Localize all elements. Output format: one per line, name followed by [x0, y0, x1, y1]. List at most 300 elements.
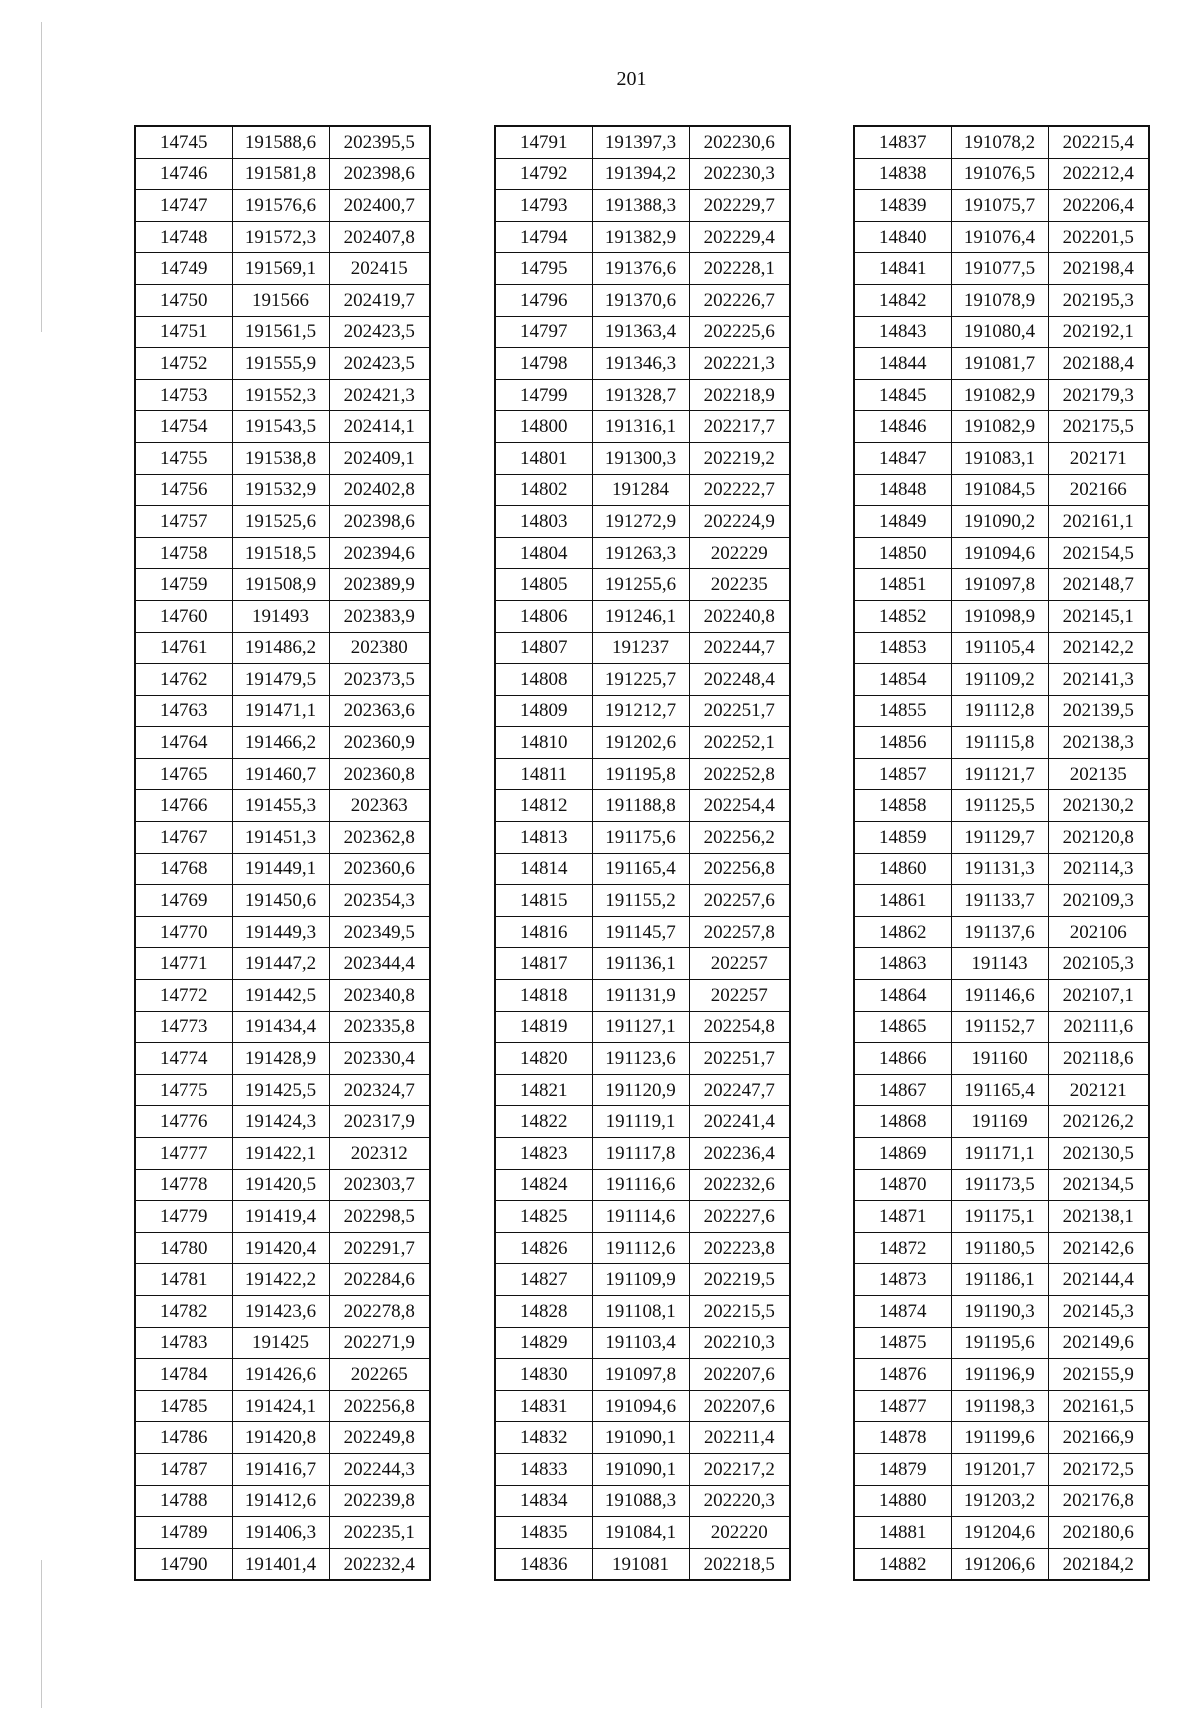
table-row — [854, 190, 1149, 222]
y-coordinate-cell: 202230,6 — [689, 126, 790, 158]
x-coordinate-cell: 191077,5 — [951, 253, 1048, 285]
x-coordinate-cell: 191090,1 — [592, 1422, 689, 1454]
x-coordinate-cell: 191143 — [951, 948, 1048, 980]
y-coordinate-cell: 202105,3 — [1048, 948, 1149, 980]
x-coordinate-cell: 191401,4 — [232, 1548, 329, 1580]
point-number-cell: 14813 — [495, 822, 592, 854]
y-coordinate-cell: 202195,3 — [1048, 284, 1149, 316]
y-coordinate-cell: 202232,6 — [689, 1169, 790, 1201]
x-coordinate-cell: 191363,4 — [592, 316, 689, 348]
table-row — [854, 664, 1149, 696]
x-coordinate-cell: 191450,6 — [232, 885, 329, 917]
point-number-cell: 14805 — [495, 569, 592, 601]
point-number-cell: 14768 — [135, 853, 232, 885]
y-coordinate-cell: 202257,8 — [689, 916, 790, 948]
x-coordinate-cell: 191225,7 — [592, 664, 689, 696]
point-number-cell: 14853 — [854, 632, 951, 664]
x-coordinate-cell: 191328,7 — [592, 379, 689, 411]
y-coordinate-cell: 202383,9 — [329, 600, 430, 632]
point-number-cell: 14846 — [854, 411, 951, 443]
y-coordinate-cell: 202155,9 — [1048, 1359, 1149, 1391]
x-coordinate-cell: 191171,1 — [951, 1138, 1048, 1170]
y-coordinate-cell: 202252,1 — [689, 727, 790, 759]
y-coordinate-cell: 202180,6 — [1048, 1517, 1149, 1549]
table-row — [854, 758, 1149, 790]
table-row — [495, 1201, 790, 1233]
table-row — [495, 316, 790, 348]
y-coordinate-cell: 202220,3 — [689, 1485, 790, 1517]
table-row — [135, 1548, 430, 1580]
table-row — [854, 506, 1149, 538]
table-row — [495, 1422, 790, 1454]
point-number-cell: 14785 — [135, 1390, 232, 1422]
y-coordinate-cell: 202171 — [1048, 442, 1149, 474]
table-row — [495, 664, 790, 696]
y-coordinate-cell: 202251,7 — [689, 1043, 790, 1075]
x-coordinate-cell: 191131,3 — [951, 853, 1048, 885]
x-coordinate-cell: 191088,3 — [592, 1485, 689, 1517]
x-coordinate-cell: 191195,8 — [592, 758, 689, 790]
table-row — [854, 284, 1149, 316]
y-coordinate-cell: 202415 — [329, 253, 430, 285]
point-number-cell: 14774 — [135, 1043, 232, 1075]
y-coordinate-cell: 202354,3 — [329, 885, 430, 917]
point-number-cell: 14770 — [135, 916, 232, 948]
x-coordinate-cell: 191076,4 — [951, 221, 1048, 253]
x-coordinate-cell: 191115,8 — [951, 727, 1048, 759]
table-row — [854, 885, 1149, 917]
x-coordinate-cell: 191116,6 — [592, 1169, 689, 1201]
point-number-cell: 14821 — [495, 1074, 592, 1106]
point-number-cell: 14775 — [135, 1074, 232, 1106]
x-coordinate-cell: 191131,9 — [592, 980, 689, 1012]
point-number-cell: 14836 — [495, 1548, 592, 1580]
table-row — [495, 442, 790, 474]
table-row — [135, 1264, 430, 1296]
point-number-cell: 14822 — [495, 1106, 592, 1138]
y-coordinate-cell: 202120,8 — [1048, 822, 1149, 854]
y-coordinate-cell: 202188,4 — [1048, 348, 1149, 380]
point-number-cell: 14769 — [135, 885, 232, 917]
x-coordinate-cell: 191370,6 — [592, 284, 689, 316]
y-coordinate-cell: 202373,5 — [329, 664, 430, 696]
x-coordinate-cell: 191078,2 — [951, 126, 1048, 158]
x-coordinate-cell: 191382,9 — [592, 221, 689, 253]
x-coordinate-cell: 191316,1 — [592, 411, 689, 443]
table-row — [135, 569, 430, 601]
point-number-cell: 14835 — [495, 1517, 592, 1549]
y-coordinate-cell: 202402,8 — [329, 474, 430, 506]
table-row — [854, 1201, 1149, 1233]
x-coordinate-cell: 191084,5 — [951, 474, 1048, 506]
y-coordinate-cell: 202111,6 — [1048, 1011, 1149, 1043]
table-row — [135, 948, 430, 980]
point-number-cell: 14845 — [854, 379, 951, 411]
table-row — [135, 411, 430, 443]
point-number-cell: 14778 — [135, 1169, 232, 1201]
point-number-cell: 14829 — [495, 1327, 592, 1359]
table-row — [495, 980, 790, 1012]
point-number-cell: 14812 — [495, 790, 592, 822]
table-row — [854, 1074, 1149, 1106]
y-coordinate-cell: 202215,5 — [689, 1295, 790, 1327]
point-number-cell: 14796 — [495, 284, 592, 316]
x-coordinate-cell: 191300,3 — [592, 442, 689, 474]
point-number-cell: 14751 — [135, 316, 232, 348]
point-number-cell: 14826 — [495, 1232, 592, 1264]
page-number: 201 — [616, 68, 647, 90]
y-coordinate-cell: 202340,8 — [329, 980, 430, 1012]
y-coordinate-cell: 202257 — [689, 980, 790, 1012]
x-coordinate-cell: 191561,5 — [232, 316, 329, 348]
y-coordinate-cell: 202107,1 — [1048, 980, 1149, 1012]
point-number-cell: 14843 — [854, 316, 951, 348]
table-row — [854, 158, 1149, 190]
table-row — [854, 569, 1149, 601]
point-number-cell: 14766 — [135, 790, 232, 822]
x-coordinate-cell: 191460,7 — [232, 758, 329, 790]
table-row — [854, 1011, 1149, 1043]
table-row — [854, 695, 1149, 727]
x-coordinate-cell: 191442,5 — [232, 980, 329, 1012]
y-coordinate-cell: 202236,4 — [689, 1138, 790, 1170]
point-number-cell: 14771 — [135, 948, 232, 980]
point-number-cell: 14810 — [495, 727, 592, 759]
point-number-cell: 14844 — [854, 348, 951, 380]
x-coordinate-cell: 191212,7 — [592, 695, 689, 727]
y-coordinate-cell: 202254,8 — [689, 1011, 790, 1043]
x-coordinate-cell: 191109,9 — [592, 1264, 689, 1296]
point-number-cell: 14762 — [135, 664, 232, 696]
table-row — [854, 316, 1149, 348]
y-coordinate-cell: 202135 — [1048, 758, 1149, 790]
x-coordinate-cell: 191190,3 — [951, 1295, 1048, 1327]
table-row — [495, 158, 790, 190]
table-row — [495, 1548, 790, 1580]
y-coordinate-cell: 202176,8 — [1048, 1485, 1149, 1517]
x-coordinate-cell: 191552,3 — [232, 379, 329, 411]
y-coordinate-cell: 202220 — [689, 1517, 790, 1549]
y-coordinate-cell: 202265 — [329, 1359, 430, 1391]
y-coordinate-cell: 202409,1 — [329, 442, 430, 474]
point-number-cell: 14828 — [495, 1295, 592, 1327]
y-coordinate-cell: 202149,6 — [1048, 1327, 1149, 1359]
table-row — [495, 253, 790, 285]
point-number-cell: 14787 — [135, 1453, 232, 1485]
table-row — [135, 1074, 430, 1106]
x-coordinate-cell: 191434,4 — [232, 1011, 329, 1043]
table-row — [495, 1453, 790, 1485]
x-coordinate-cell: 191263,3 — [592, 537, 689, 569]
x-coordinate-cell: 191097,8 — [592, 1359, 689, 1391]
y-coordinate-cell: 202256,8 — [689, 853, 790, 885]
table-row — [135, 980, 430, 1012]
y-coordinate-cell: 202247,7 — [689, 1074, 790, 1106]
table-row — [495, 916, 790, 948]
point-number-cell: 14748 — [135, 221, 232, 253]
table-row — [135, 885, 430, 917]
y-coordinate-cell: 202226,7 — [689, 284, 790, 316]
x-coordinate-cell: 191082,9 — [951, 411, 1048, 443]
x-coordinate-cell: 191423,6 — [232, 1295, 329, 1327]
y-coordinate-cell: 202148,7 — [1048, 569, 1149, 601]
point-number-cell: 14864 — [854, 980, 951, 1012]
point-number-cell: 14856 — [854, 727, 951, 759]
table-row — [135, 221, 430, 253]
table-row — [135, 348, 430, 380]
x-coordinate-cell: 191098,9 — [951, 600, 1048, 632]
table-row — [854, 1548, 1149, 1580]
y-coordinate-cell: 202389,9 — [329, 569, 430, 601]
y-coordinate-cell: 202109,3 — [1048, 885, 1149, 917]
table-row — [135, 1201, 430, 1233]
x-coordinate-cell: 191123,6 — [592, 1043, 689, 1075]
y-coordinate-cell: 202244,7 — [689, 632, 790, 664]
x-coordinate-cell: 191165,4 — [951, 1074, 1048, 1106]
x-coordinate-cell: 191518,5 — [232, 537, 329, 569]
x-coordinate-cell: 191145,7 — [592, 916, 689, 948]
table-row — [135, 1422, 430, 1454]
y-coordinate-cell: 202211,4 — [689, 1422, 790, 1454]
y-coordinate-cell: 202175,5 — [1048, 411, 1149, 443]
point-number-cell: 14761 — [135, 632, 232, 664]
table-row — [135, 1453, 430, 1485]
x-coordinate-cell: 191120,9 — [592, 1074, 689, 1106]
point-number-cell: 14782 — [135, 1295, 232, 1327]
y-coordinate-cell: 202278,8 — [329, 1295, 430, 1327]
table-row — [495, 1043, 790, 1075]
point-number-cell: 14814 — [495, 853, 592, 885]
point-number-cell: 14809 — [495, 695, 592, 727]
table-row — [135, 853, 430, 885]
table-row — [135, 1295, 430, 1327]
y-coordinate-cell: 202224,9 — [689, 506, 790, 538]
y-coordinate-cell: 202223,8 — [689, 1232, 790, 1264]
point-number-cell: 14879 — [854, 1453, 951, 1485]
x-coordinate-cell: 191272,9 — [592, 506, 689, 538]
point-number-cell: 14854 — [854, 664, 951, 696]
table-row — [495, 1485, 790, 1517]
table-row — [495, 1232, 790, 1264]
y-coordinate-cell: 202363 — [329, 790, 430, 822]
y-coordinate-cell: 202138,3 — [1048, 727, 1149, 759]
y-coordinate-cell: 202179,3 — [1048, 379, 1149, 411]
point-number-cell: 14880 — [854, 1485, 951, 1517]
point-number-cell: 14795 — [495, 253, 592, 285]
x-coordinate-cell: 191082,9 — [951, 379, 1048, 411]
point-number-cell: 14747 — [135, 190, 232, 222]
x-coordinate-cell: 191121,7 — [951, 758, 1048, 790]
point-number-cell: 14855 — [854, 695, 951, 727]
point-number-cell: 14764 — [135, 727, 232, 759]
y-coordinate-cell: 202207,6 — [689, 1390, 790, 1422]
x-coordinate-cell: 191424,1 — [232, 1390, 329, 1422]
table-row — [135, 442, 430, 474]
y-coordinate-cell: 202232,4 — [329, 1548, 430, 1580]
x-coordinate-cell: 191486,2 — [232, 632, 329, 664]
point-number-cell: 14823 — [495, 1138, 592, 1170]
table-row — [135, 1106, 430, 1138]
point-number-cell: 14753 — [135, 379, 232, 411]
x-coordinate-cell: 191255,6 — [592, 569, 689, 601]
table-row — [854, 411, 1149, 443]
y-coordinate-cell: 202142,2 — [1048, 632, 1149, 664]
x-coordinate-cell: 191449,1 — [232, 853, 329, 885]
x-coordinate-cell: 191173,5 — [951, 1169, 1048, 1201]
table-row — [854, 221, 1149, 253]
y-coordinate-cell: 202363,6 — [329, 695, 430, 727]
point-number-cell: 14815 — [495, 885, 592, 917]
y-coordinate-cell: 202218,9 — [689, 379, 790, 411]
table-row — [854, 600, 1149, 632]
x-coordinate-cell: 191525,6 — [232, 506, 329, 538]
x-coordinate-cell: 191169 — [951, 1106, 1048, 1138]
x-coordinate-cell: 191137,6 — [951, 916, 1048, 948]
y-coordinate-cell: 202161,1 — [1048, 506, 1149, 538]
table-row — [495, 1074, 790, 1106]
table-row — [135, 1169, 430, 1201]
table-row — [135, 474, 430, 506]
table-row — [495, 1390, 790, 1422]
y-coordinate-cell: 202248,4 — [689, 664, 790, 696]
x-coordinate-cell: 191406,3 — [232, 1517, 329, 1549]
y-coordinate-cell: 202134,5 — [1048, 1169, 1149, 1201]
point-number-cell: 14758 — [135, 537, 232, 569]
point-number-cell: 14873 — [854, 1264, 951, 1296]
y-coordinate-cell: 202400,7 — [329, 190, 430, 222]
x-coordinate-cell: 191201,7 — [951, 1453, 1048, 1485]
y-coordinate-cell: 202221,3 — [689, 348, 790, 380]
x-coordinate-cell: 191180,5 — [951, 1232, 1048, 1264]
point-number-cell: 14861 — [854, 885, 951, 917]
table-row — [854, 1422, 1149, 1454]
scan-margin-line-bottom — [41, 1560, 42, 1708]
x-coordinate-cell: 191572,3 — [232, 221, 329, 253]
y-coordinate-cell: 202229,4 — [689, 221, 790, 253]
point-number-cell: 14833 — [495, 1453, 592, 1485]
x-coordinate-cell: 191388,3 — [592, 190, 689, 222]
x-coordinate-cell: 191397,3 — [592, 126, 689, 158]
point-number-cell: 14806 — [495, 600, 592, 632]
table-row — [495, 126, 790, 158]
table-row — [135, 126, 430, 158]
y-coordinate-cell: 202218,5 — [689, 1548, 790, 1580]
point-number-cell: 14858 — [854, 790, 951, 822]
x-coordinate-cell: 191237 — [592, 632, 689, 664]
x-coordinate-cell: 191117,8 — [592, 1138, 689, 1170]
point-number-cell: 14816 — [495, 916, 592, 948]
point-number-cell: 14881 — [854, 1517, 951, 1549]
x-coordinate-cell: 191532,9 — [232, 474, 329, 506]
x-coordinate-cell: 191195,6 — [951, 1327, 1048, 1359]
point-number-cell: 14837 — [854, 126, 951, 158]
point-number-cell: 14838 — [854, 158, 951, 190]
y-coordinate-cell: 202330,4 — [329, 1043, 430, 1075]
point-number-cell: 14882 — [854, 1548, 951, 1580]
point-number-cell: 14763 — [135, 695, 232, 727]
x-coordinate-cell: 191094,6 — [592, 1390, 689, 1422]
y-coordinate-cell: 202362,8 — [329, 822, 430, 854]
y-coordinate-cell: 202219,5 — [689, 1264, 790, 1296]
table-row — [854, 1453, 1149, 1485]
table-row — [854, 980, 1149, 1012]
x-coordinate-cell: 191543,5 — [232, 411, 329, 443]
x-coordinate-cell: 191081,7 — [951, 348, 1048, 380]
y-coordinate-cell: 202423,5 — [329, 348, 430, 380]
x-coordinate-cell: 191420,8 — [232, 1422, 329, 1454]
point-number-cell: 14808 — [495, 664, 592, 696]
point-number-cell: 14875 — [854, 1327, 951, 1359]
x-coordinate-cell: 191428,9 — [232, 1043, 329, 1075]
table-row — [854, 1043, 1149, 1075]
y-coordinate-cell: 202317,9 — [329, 1106, 430, 1138]
table-row — [495, 1138, 790, 1170]
y-coordinate-cell: 202139,5 — [1048, 695, 1149, 727]
y-coordinate-cell: 202380 — [329, 632, 430, 664]
x-coordinate-cell: 191471,1 — [232, 695, 329, 727]
point-number-cell: 14860 — [854, 853, 951, 885]
table-row — [854, 1359, 1149, 1391]
x-coordinate-cell: 191426,6 — [232, 1359, 329, 1391]
point-number-cell: 14851 — [854, 569, 951, 601]
table-row — [135, 1485, 430, 1517]
point-number-cell: 14820 — [495, 1043, 592, 1075]
table-row — [495, 727, 790, 759]
table-row — [135, 1011, 430, 1043]
table-row — [854, 916, 1149, 948]
point-number-cell: 14869 — [854, 1138, 951, 1170]
point-number-cell: 14777 — [135, 1138, 232, 1170]
y-coordinate-cell: 202225,6 — [689, 316, 790, 348]
x-coordinate-cell: 191090,2 — [951, 506, 1048, 538]
point-number-cell: 14800 — [495, 411, 592, 443]
point-number-cell: 14802 — [495, 474, 592, 506]
table-row — [135, 1359, 430, 1391]
point-number-cell: 14867 — [854, 1074, 951, 1106]
y-coordinate-cell: 202235 — [689, 569, 790, 601]
x-coordinate-cell: 191112,6 — [592, 1232, 689, 1264]
point-number-cell: 14872 — [854, 1232, 951, 1264]
x-coordinate-cell: 191447,2 — [232, 948, 329, 980]
table-row — [854, 474, 1149, 506]
x-coordinate-cell: 191198,3 — [951, 1390, 1048, 1422]
table-row — [495, 822, 790, 854]
x-coordinate-cell: 191133,7 — [951, 885, 1048, 917]
y-coordinate-cell: 202130,2 — [1048, 790, 1149, 822]
table-row — [495, 190, 790, 222]
x-coordinate-cell: 191376,6 — [592, 253, 689, 285]
y-coordinate-cell: 202121 — [1048, 1074, 1149, 1106]
point-number-cell: 14807 — [495, 632, 592, 664]
table-row — [854, 1295, 1149, 1327]
point-number-cell: 14779 — [135, 1201, 232, 1233]
point-number-cell: 14797 — [495, 316, 592, 348]
table-row — [495, 853, 790, 885]
x-coordinate-cell: 191125,5 — [951, 790, 1048, 822]
x-coordinate-cell: 191080,4 — [951, 316, 1048, 348]
table-row — [495, 474, 790, 506]
x-coordinate-cell: 191424,3 — [232, 1106, 329, 1138]
y-coordinate-cell: 202419,7 — [329, 284, 430, 316]
point-number-cell: 14784 — [135, 1359, 232, 1391]
table-row — [854, 1327, 1149, 1359]
point-number-cell: 14798 — [495, 348, 592, 380]
point-number-cell: 14847 — [854, 442, 951, 474]
point-number-cell: 14767 — [135, 822, 232, 854]
x-coordinate-cell: 191108,1 — [592, 1295, 689, 1327]
table-row — [495, 1106, 790, 1138]
table-row — [854, 442, 1149, 474]
